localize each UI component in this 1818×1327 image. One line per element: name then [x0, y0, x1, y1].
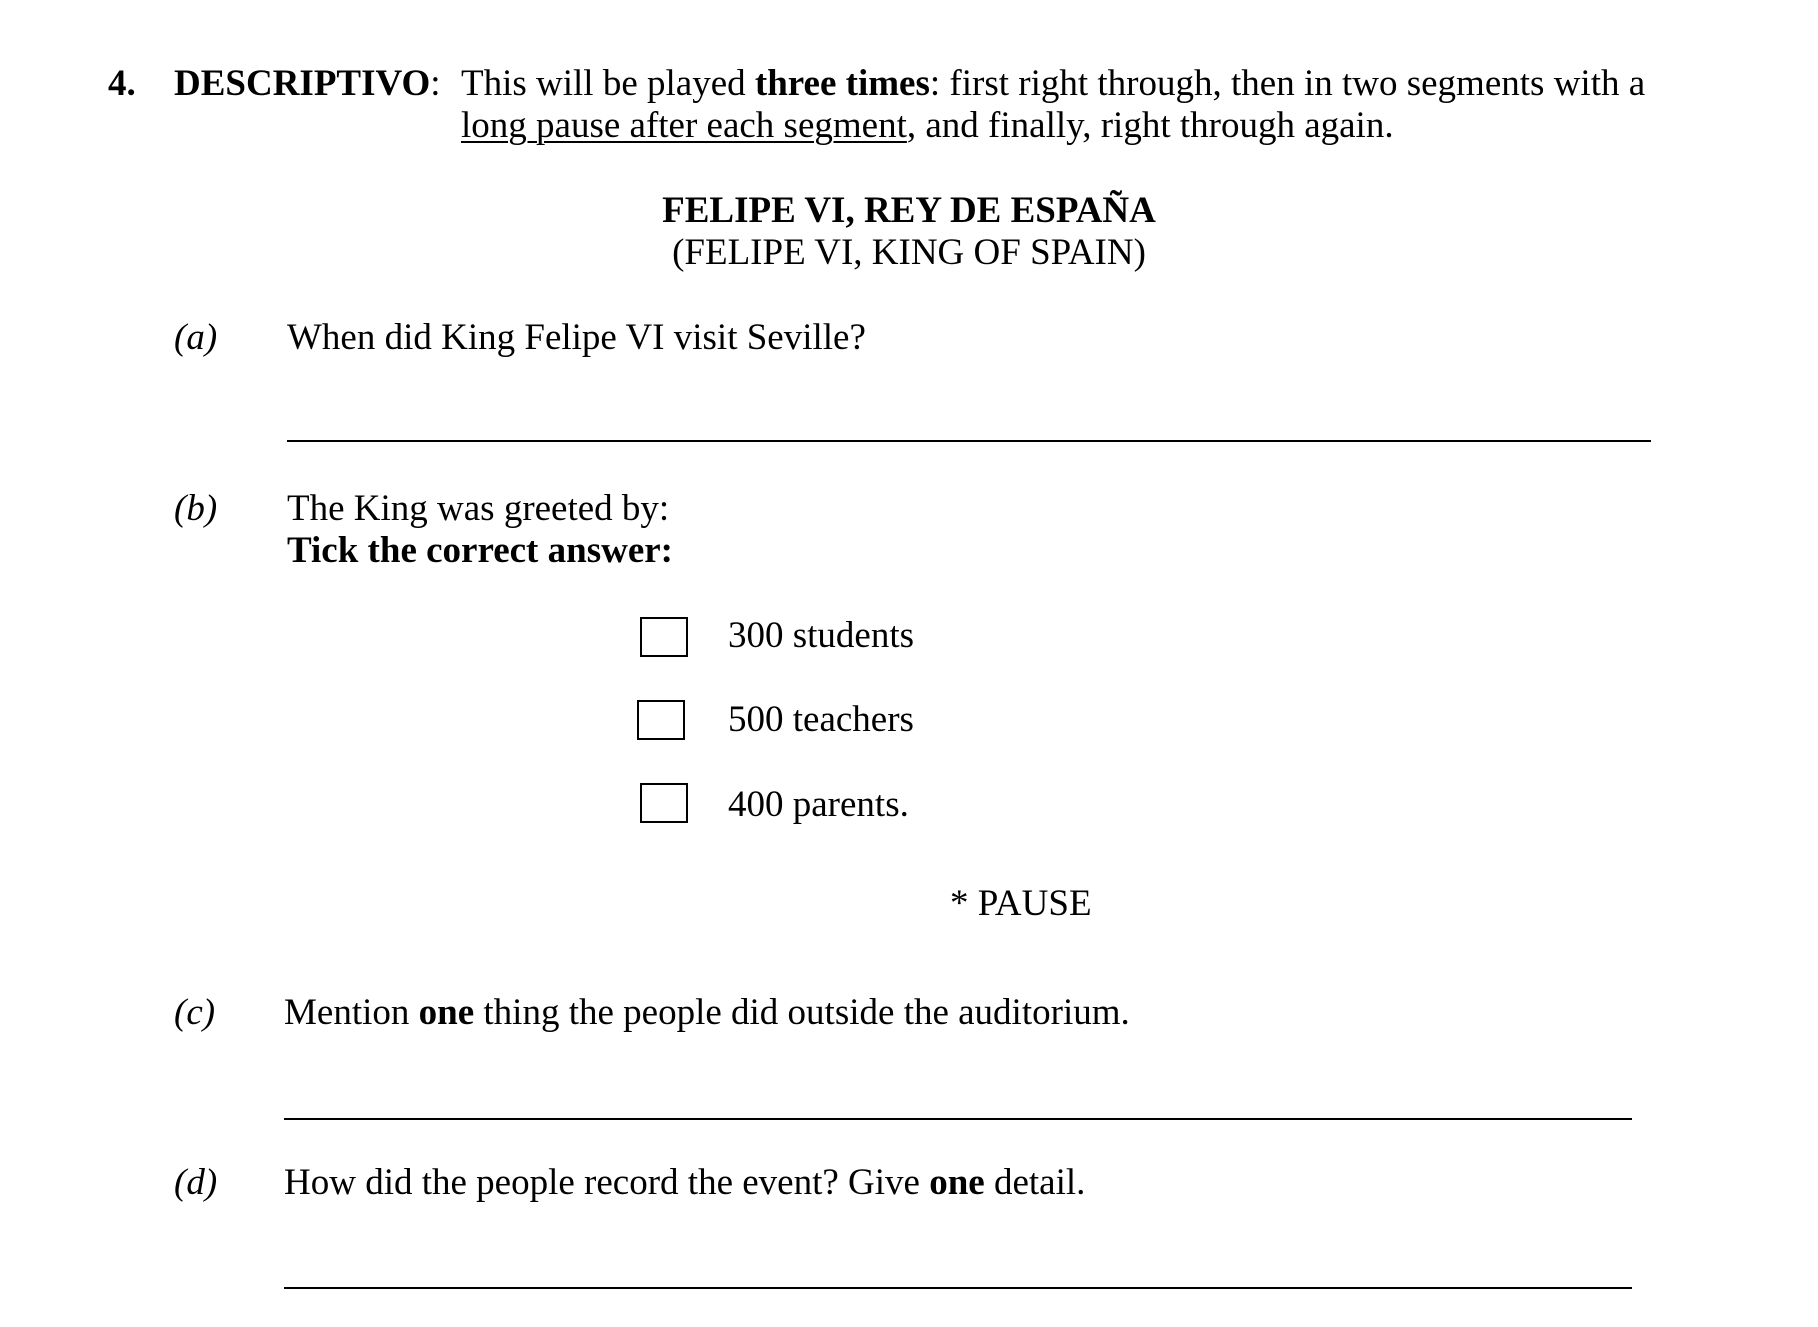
instructions-long-pause: long pause after each segment: [461, 105, 907, 146]
part-c-answer-line[interactable]: [284, 1118, 1632, 1120]
part-c-text-1: Mention: [284, 992, 419, 1033]
part-a-answer-line[interactable]: [287, 440, 1651, 442]
part-b-label: (b): [174, 488, 218, 529]
tickbox-option-1[interactable]: [640, 617, 688, 657]
part-a-label: (a): [174, 317, 218, 358]
question-type-text: DESCRIPTIVO: [174, 63, 431, 104]
part-c-emphasis: one: [418, 992, 475, 1033]
part-b-instruction: Tick the correct answer:: [287, 530, 673, 571]
part-d-answer-line[interactable]: [284, 1287, 1632, 1289]
part-d-question: [284, 1161, 1085, 1205]
instructions-three-times: three times: [754, 63, 930, 104]
option-2-label: 500 teachers: [728, 699, 914, 740]
part-d-label: (d): [174, 1162, 218, 1203]
pause-marker: * PAUSE: [950, 883, 1092, 924]
question-type-label: [174, 62, 441, 106]
instructions-text-2: : first right through, then in two segments with a: [929, 63, 1646, 104]
instructions-line-2: [461, 104, 1394, 148]
part-b-question: The King was greeted by:: [287, 488, 670, 529]
instructions-line-1: [461, 62, 1645, 106]
passage-title-spanish: FELIPE VI, REY DE ESPAÑA: [662, 190, 1156, 231]
question-number: 4.: [108, 63, 136, 104]
part-a-question: When did King Felipe VI visit Seville?: [287, 317, 866, 358]
instructions-text-1: This will be played: [461, 63, 755, 104]
part-d-text-1: How did the people record the event? Give: [284, 1162, 930, 1203]
part-c-text-2: thing the people did outside the auditorium.: [474, 992, 1130, 1033]
part-d-emphasis: one: [929, 1162, 985, 1203]
tickbox-option-2[interactable]: [637, 700, 685, 740]
tickbox-option-3[interactable]: [640, 783, 688, 823]
instructions-text-3: , and finally, right through again.: [906, 105, 1394, 146]
part-c-question: [284, 991, 1130, 1035]
passage-title-english: (FELIPE VI, KING OF SPAIN): [672, 232, 1146, 273]
option-1-label: 300 students: [728, 615, 915, 656]
option-3-label: 400 parents.: [728, 784, 909, 825]
part-d-text-2: detail.: [984, 1162, 1086, 1203]
question-type-colon: :: [430, 63, 441, 104]
part-c-label: (c): [174, 992, 216, 1033]
